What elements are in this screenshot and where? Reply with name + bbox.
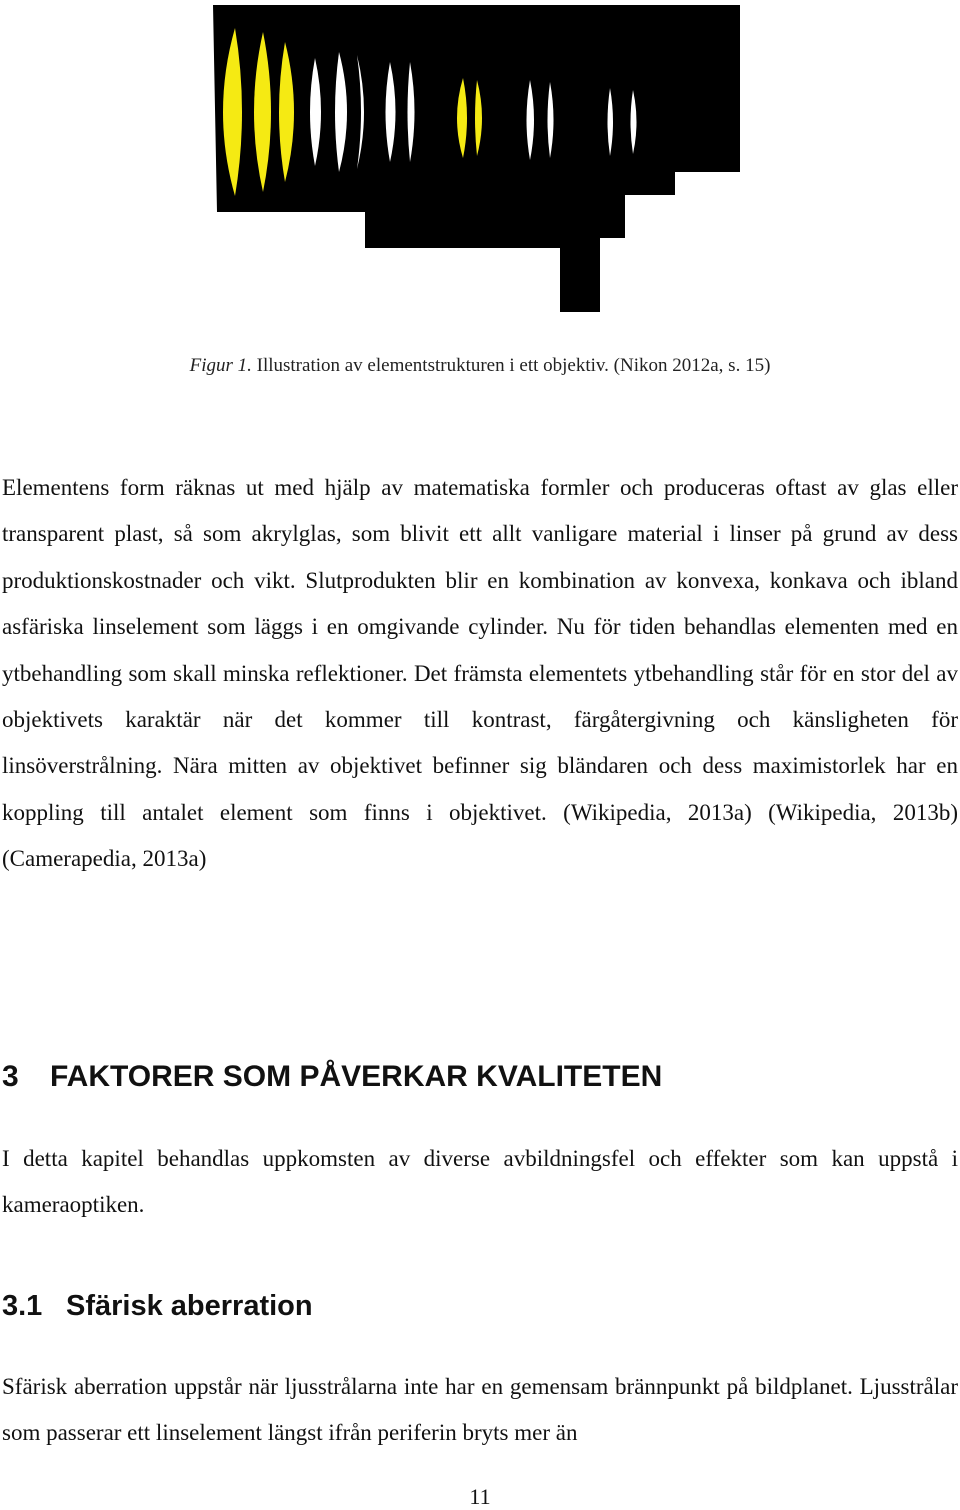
body-paragraph-1: Elementens form räknas ut med hjälp av matematiska formler och produceras oftast av glas eller transparent plast, så som akrylglas, som blivit ett allt vanligare material i linser på grund av dess produktionskostnader och vikt. Slutprodukten blir en kombination av konvexa, konkava och ibland asfäriska linselement som läggs i en omgivande cylinder. Nu för tiden behandlas elementen med en ytbehandling som skall minska reflektioner. Det främsta elementets ytbehandling står för en stor del av objektivets karaktär när det kommer till kontrast, färgåtergivning och känsligheten för linsöverstrålning. Nära mitten av objektivet befinner sig bländaren och dess maximistorlek har en koppling till antalet element som finns i objektivet. (Wikipedia, 2013a) (Wikipedia, 2013b) (Camerapedia, 2013a) bbox=[2, 475, 958, 872]
subsection-title: Sfärisk aberration bbox=[66, 1290, 313, 1322]
lens-diagram bbox=[205, 0, 745, 320]
figure-caption-text: Illustration av elementstrukturen i ett objektiv. (Nikon 2012a, s. 15) bbox=[256, 355, 771, 376]
lens-illustration bbox=[205, 0, 745, 320]
section-heading-3-1 bbox=[2, 1290, 313, 1323]
section-heading-3 bbox=[2, 1060, 662, 1094]
lens-barrel bbox=[213, 5, 740, 312]
body-paragraph-2: I detta kapitel behandlas uppkomsten av diverse avbildningsfel och effekter som kan uppstå i kameraoptiken. bbox=[2, 1146, 958, 1218]
figure-caption bbox=[0, 355, 960, 377]
body-paragraph-3: Sfärisk aberration uppstår när ljusstrålarna inte har en gemensam brännpunkt på bildplanet. Ljusstrålar som passerar ett linselement längst ifrån periferin bryts mer än bbox=[2, 1374, 958, 1446]
figure-caption-label: Figur 1. bbox=[189, 355, 252, 376]
section-number: 3 bbox=[2, 1060, 19, 1093]
subsection-number: 3.1 bbox=[2, 1290, 43, 1322]
page-number: 11 bbox=[469, 1484, 491, 1509]
section-title: FAKTORER SOM PÅVERKAR KVALITETEN bbox=[50, 1060, 663, 1093]
